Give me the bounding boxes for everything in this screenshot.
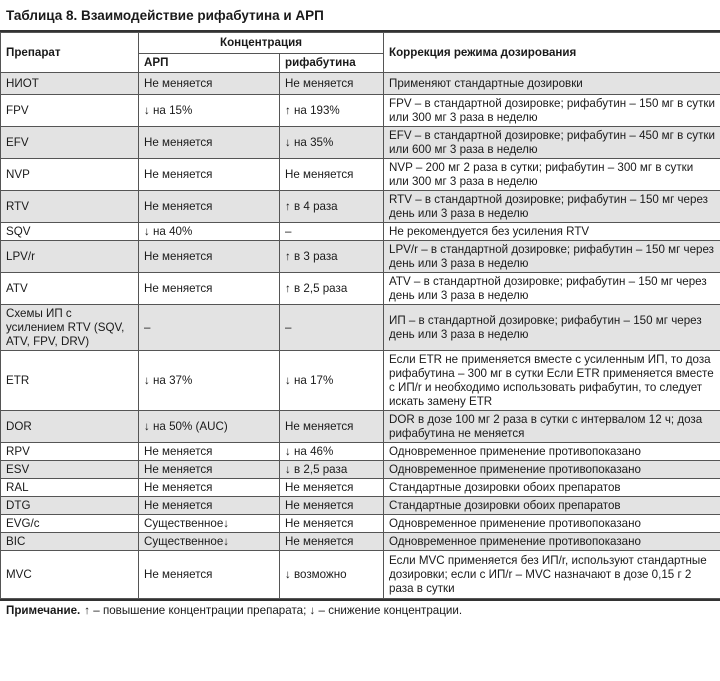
cell-arp: ↓ на 40% <box>139 223 280 241</box>
cell-drug: EFV <box>1 127 139 159</box>
table-row <box>1 533 720 551</box>
cell-drug: ESV <box>1 461 139 479</box>
cell-correction: ATV – в стандартной дозировке; рифабутин – 150 мг через день или 3 раза в неделю <box>384 273 720 305</box>
header-correction: Коррекция режима дозирования <box>384 33 720 73</box>
header-arp: АРП <box>139 54 280 73</box>
table-row <box>1 443 720 461</box>
footnote-label: Примечание. <box>6 603 81 617</box>
table-row <box>1 411 720 443</box>
footnote-text: ↑ – повышение концентрации препарата; ↓ – снижение концентрации. <box>84 603 463 617</box>
cell-correction: Стандартные дозировки обоих препаратов <box>384 497 720 515</box>
cell-arp: – <box>139 305 280 351</box>
cell-drug: LPV/r <box>1 241 139 273</box>
cell-rifabutin: ↓ на 35% <box>280 127 384 159</box>
cell-correction: Не рекомендуется без усиления RTV <box>384 223 720 241</box>
cell-correction: Одновременное применение противопоказано <box>384 461 720 479</box>
cell-arp: ↓ на 37% <box>139 351 280 411</box>
cell-rifabutin: ↓ возможно <box>280 551 384 599</box>
cell-arp: Не меняется <box>139 159 280 191</box>
table-row <box>1 191 720 223</box>
cell-drug: EVG/c <box>1 515 139 533</box>
table-row <box>1 273 720 305</box>
cell-arp: Не меняется <box>139 479 280 497</box>
table-body <box>1 73 720 599</box>
cell-rifabutin: – <box>280 223 384 241</box>
cell-correction: Применяют стандартные дозировки <box>384 73 720 95</box>
cell-drug: RAL <box>1 479 139 497</box>
table-row <box>1 241 720 273</box>
header-rifabutin: рифабутина <box>280 54 384 73</box>
cell-drug: MVC <box>1 551 139 599</box>
cell-arp: Существенное↓ <box>139 515 280 533</box>
interaction-table <box>0 32 720 599</box>
cell-drug: RTV <box>1 191 139 223</box>
cell-drug: NVP <box>1 159 139 191</box>
cell-rifabutin: – <box>280 305 384 351</box>
cell-correction: DOR в дозе 100 мг 2 раза в сутки с интервалом 12 ч; доза рифабутина не меняется <box>384 411 720 443</box>
table-row <box>1 351 720 411</box>
cell-correction: LPV/r – в стандартной дозировке; рифабутин – 150 мг через день или 3 раза в неделю <box>384 241 720 273</box>
cell-correction: RTV – в стандартной дозировке; рифабутин – 150 мг через день или 3 раза в неделю <box>384 191 720 223</box>
cell-correction: Стандартные дозировки обоих препаратов <box>384 479 720 497</box>
table-row <box>1 479 720 497</box>
cell-arp: Не меняется <box>139 551 280 599</box>
table-row <box>1 305 720 351</box>
cell-rifabutin: ↑ в 3 раза <box>280 241 384 273</box>
cell-drug: Схемы ИП с усилением RTV (SQV, ATV, FPV, DRV) <box>1 305 139 351</box>
table-row <box>1 551 720 599</box>
cell-rifabutin: ↓ на 17% <box>280 351 384 411</box>
cell-drug: BIC <box>1 533 139 551</box>
table-row <box>1 515 720 533</box>
cell-drug: ATV <box>1 273 139 305</box>
cell-arp: Не меняется <box>139 443 280 461</box>
cell-drug: FPV <box>1 95 139 127</box>
table-row <box>1 127 720 159</box>
cell-rifabutin: Не меняется <box>280 159 384 191</box>
footnote <box>0 599 720 619</box>
cell-drug: DOR <box>1 411 139 443</box>
cell-correction: ИП – в стандартной дозировке; рифабутин – 150 мг через день или 3 раза в неделю <box>384 305 720 351</box>
header-drug: Препарат <box>1 33 139 73</box>
table-row <box>1 73 720 95</box>
cell-correction: Одновременное применение противопоказано <box>384 533 720 551</box>
cell-rifabutin: ↓ в 2,5 раза <box>280 461 384 479</box>
cell-arp: Не меняется <box>139 273 280 305</box>
table-row <box>1 461 720 479</box>
cell-drug: НИОТ <box>1 73 139 95</box>
table-row <box>1 497 720 515</box>
cell-arp: Не меняется <box>139 241 280 273</box>
cell-arp: Существенное↓ <box>139 533 280 551</box>
cell-arp: Не меняется <box>139 73 280 95</box>
cell-correction: FPV – в стандартной дозировке; рифабутин – 150 мг в сутки или 300 мг 3 раза в неделю <box>384 95 720 127</box>
cell-rifabutin: ↑ в 2,5 раза <box>280 273 384 305</box>
table-row <box>1 223 720 241</box>
cell-arp: Не меняется <box>139 127 280 159</box>
cell-rifabutin: Не меняется <box>280 411 384 443</box>
cell-arp: Не меняется <box>139 461 280 479</box>
cell-drug: RPV <box>1 443 139 461</box>
table-header <box>1 33 720 73</box>
cell-drug: ETR <box>1 351 139 411</box>
cell-correction: Если ETR не применяется вместе с усиленным ИП, то доза рифабутина – 300 мг в сутки Если ETR применяется вместе с ИП/r и необходимо использовать рифабутин, то следует искать замену ETR <box>384 351 720 411</box>
cell-arp: ↓ на 15% <box>139 95 280 127</box>
table-row <box>1 95 720 127</box>
cell-rifabutin: Не меняется <box>280 515 384 533</box>
header-concentration: Концентрация <box>139 33 384 54</box>
cell-correction: Одновременное применение противопоказано <box>384 515 720 533</box>
cell-rifabutin: ↑ на 193% <box>280 95 384 127</box>
cell-arp: Не меняется <box>139 191 280 223</box>
cell-arp: ↓ на 50% (AUC) <box>139 411 280 443</box>
cell-correction: EFV – в стандартной дозировке; рифабутин – 450 мг в сутки или 600 мг 3 раза в неделю <box>384 127 720 159</box>
table-title: Таблица 8. Взаимодействие рифабутина и АРП <box>0 0 720 32</box>
cell-drug: SQV <box>1 223 139 241</box>
cell-rifabutin: Не меняется <box>280 73 384 95</box>
cell-rifabutin: Не меняется <box>280 497 384 515</box>
cell-drug: DTG <box>1 497 139 515</box>
cell-rifabutin: ↑ в 4 раза <box>280 191 384 223</box>
table-row <box>1 159 720 191</box>
cell-rifabutin: Не меняется <box>280 533 384 551</box>
cell-rifabutin: Не меняется <box>280 479 384 497</box>
cell-correction: Одновременное применение противопоказано <box>384 443 720 461</box>
cell-correction: Если MVC применяется без ИП/r, используют стандартные дозировки; если с ИП/r – MVC назначают в дозе 0,15 г 2 раза в сутки <box>384 551 720 599</box>
cell-correction: NVP – 200 мг 2 раза в сутки; рифабутин – 300 мг в сутки или 300 мг 3 раза в неделю <box>384 159 720 191</box>
cell-arp: Не меняется <box>139 497 280 515</box>
cell-rifabutin: ↓ на 46% <box>280 443 384 461</box>
